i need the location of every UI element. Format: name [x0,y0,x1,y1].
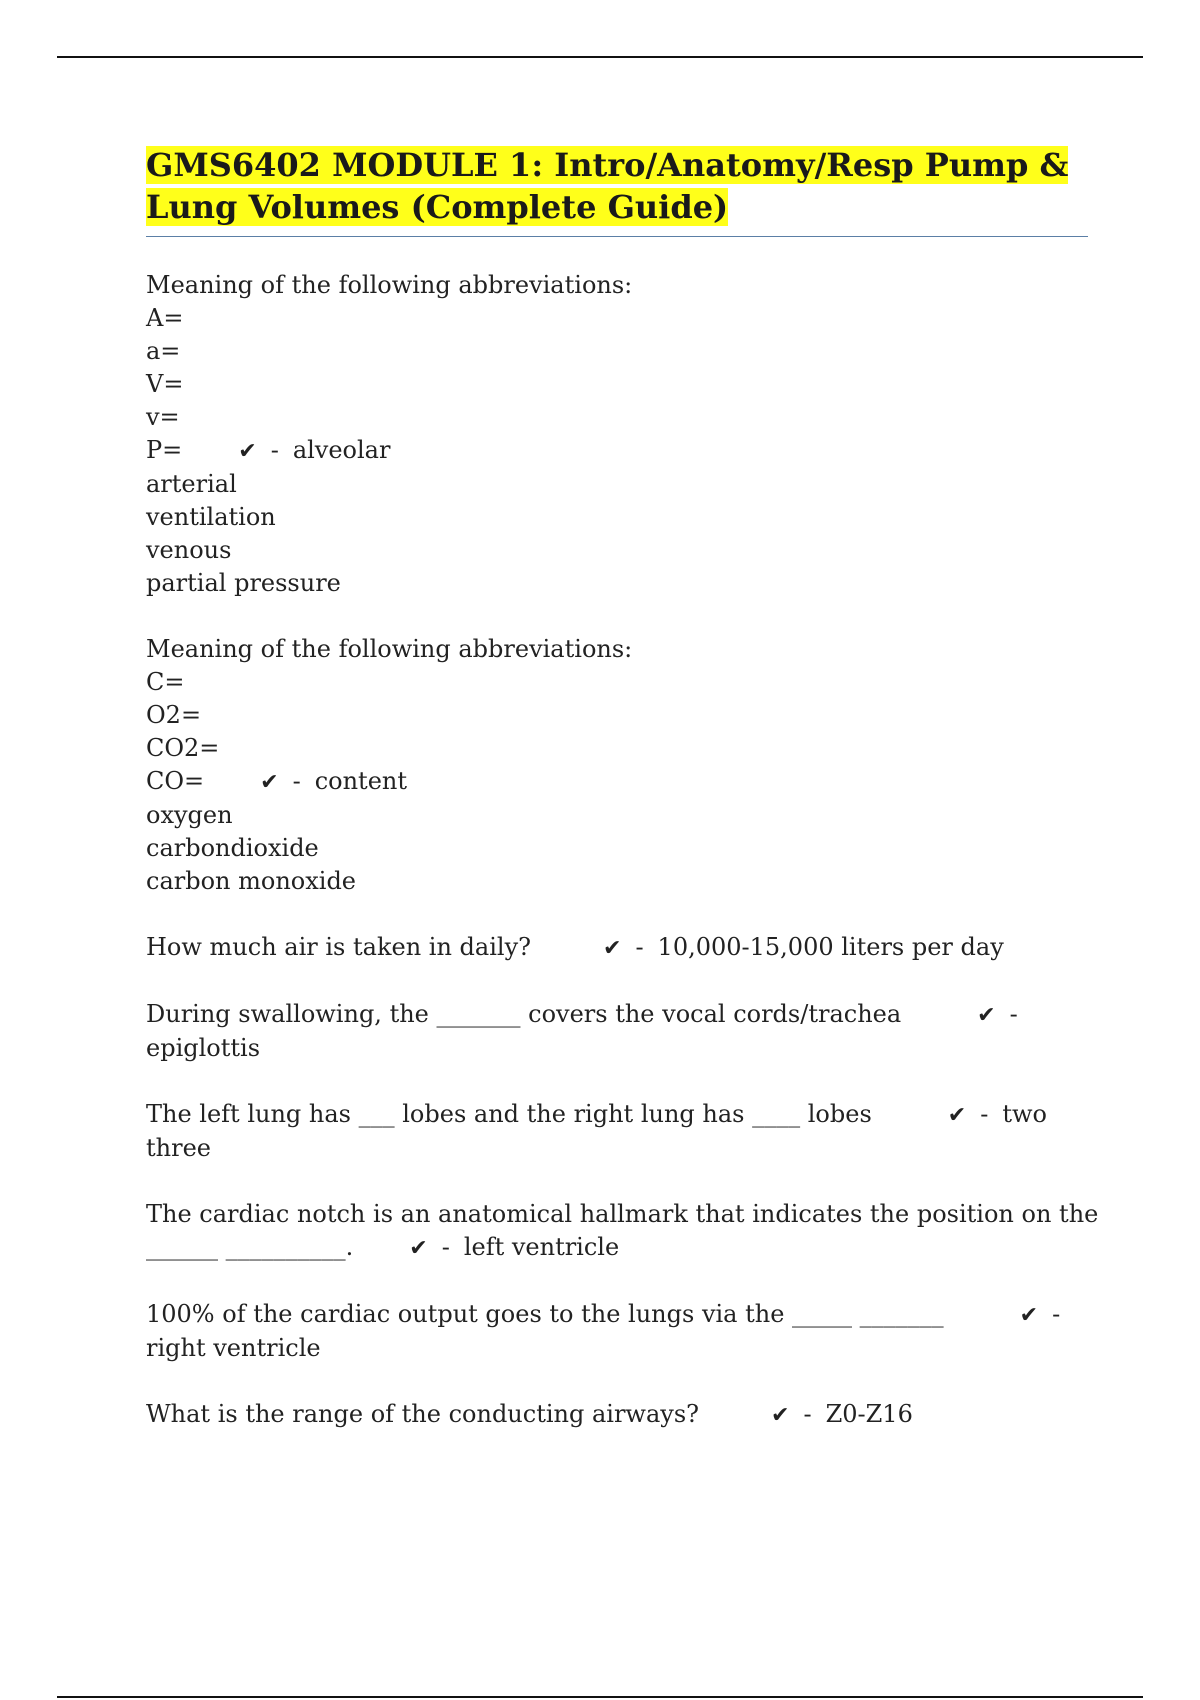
document-body [146,144,1099,1432]
question-answer-line [146,931,1088,965]
question-text: 100% of the cardiac output goes to the lungs via the _____ _______ [146,1300,944,1328]
question-text: CO2= [146,734,220,762]
answer-text: carbondioxide [146,834,319,862]
answer-text: partial pressure [146,569,341,597]
answer-text: ventilation [146,503,276,531]
checkmark-icon: ✔ [409,1236,428,1261]
answer-text: Z0-Z16 [825,1400,913,1428]
answer-dash: - [1009,1000,1018,1028]
answer-text: arterial [146,470,237,498]
flashcard [146,998,1088,1065]
answer-dash: - [635,933,644,961]
flashcard [146,1198,1099,1265]
answer-text: left ventricle [463,1233,620,1261]
question-text: During swallowing, the _______ covers the vocal cords/trachea [146,1000,902,1028]
question-text: How much air is taken in daily? [146,933,531,961]
question-answer-line [146,1098,1088,1132]
checkmark-icon: ✔ [771,1403,790,1428]
checkmark-icon: ✔ [977,1003,996,1028]
title-block [146,144,1088,237]
question-text: A= [146,304,184,332]
question-text: The cardiac notch is an anatomical hallmark that indicates the position on the [146,1200,1099,1228]
footer-rule [57,1696,1143,1698]
flashcard [146,1098,1088,1165]
answer-dash: - [270,436,279,464]
question-text: CO= [146,767,205,795]
checkmark-icon: ✔ [603,936,622,961]
answer-text: alveolar [292,436,391,464]
answer-text: 10,000-15,000 liters per day [657,933,1004,961]
question-text: C= [146,668,185,696]
answer-dash: - [980,1100,989,1128]
question-text: What is the range of the conducting airways? [146,1400,700,1428]
flashcard [146,269,1088,600]
answer-text: epiglottis [146,1034,261,1062]
answer-text: content [314,767,407,795]
document-title: GMS6402 MODULE 1: Intro/Anatomy/Resp Pump & Lung Volumes (Complete Guide) [146,146,1069,226]
answer-dash: - [803,1400,812,1428]
checkmark-icon: ✔ [260,770,279,795]
question-text: The left lung has ___ lobes and the right lung has ____ lobes [146,1100,872,1128]
question-text: P= [146,436,183,464]
question-answer-line [146,1231,1088,1265]
answer-text: carbon monoxide [146,867,357,895]
question-text: V= [146,370,184,398]
header-rule [57,56,1143,58]
checkmark-icon: ✔ [238,439,257,464]
answer-dash: - [1052,1300,1061,1328]
question-text: ______ __________. [146,1233,354,1261]
question-answer-line [146,434,1088,468]
flashcard [146,1398,1088,1432]
answer-dash: - [292,767,301,795]
flashcard [146,633,1088,898]
question-text: a= [146,337,181,365]
question-text: Meaning of the following abbreviations: [146,271,633,299]
question-answer-line [146,1298,1088,1332]
question-answer-line [146,1398,1088,1432]
answer-text: oxygen [146,801,233,829]
question-text: O2= [146,701,202,729]
question-text: Meaning of the following abbreviations: [146,635,633,663]
answer-text: three [146,1134,211,1162]
answer-text: right ventricle [146,1334,321,1362]
answer-text: two [1002,1100,1047,1128]
checkmark-icon: ✔ [947,1103,967,1128]
answer-dash: - [441,1233,450,1261]
checkmark-icon: ✔ [1019,1303,1039,1328]
question-answer-line [146,998,1088,1032]
flashcard [146,931,1088,965]
answer-text: venous [146,536,232,564]
flashcard [146,1298,1088,1365]
question-answer-line [146,765,1088,799]
question-text: v= [146,403,180,431]
